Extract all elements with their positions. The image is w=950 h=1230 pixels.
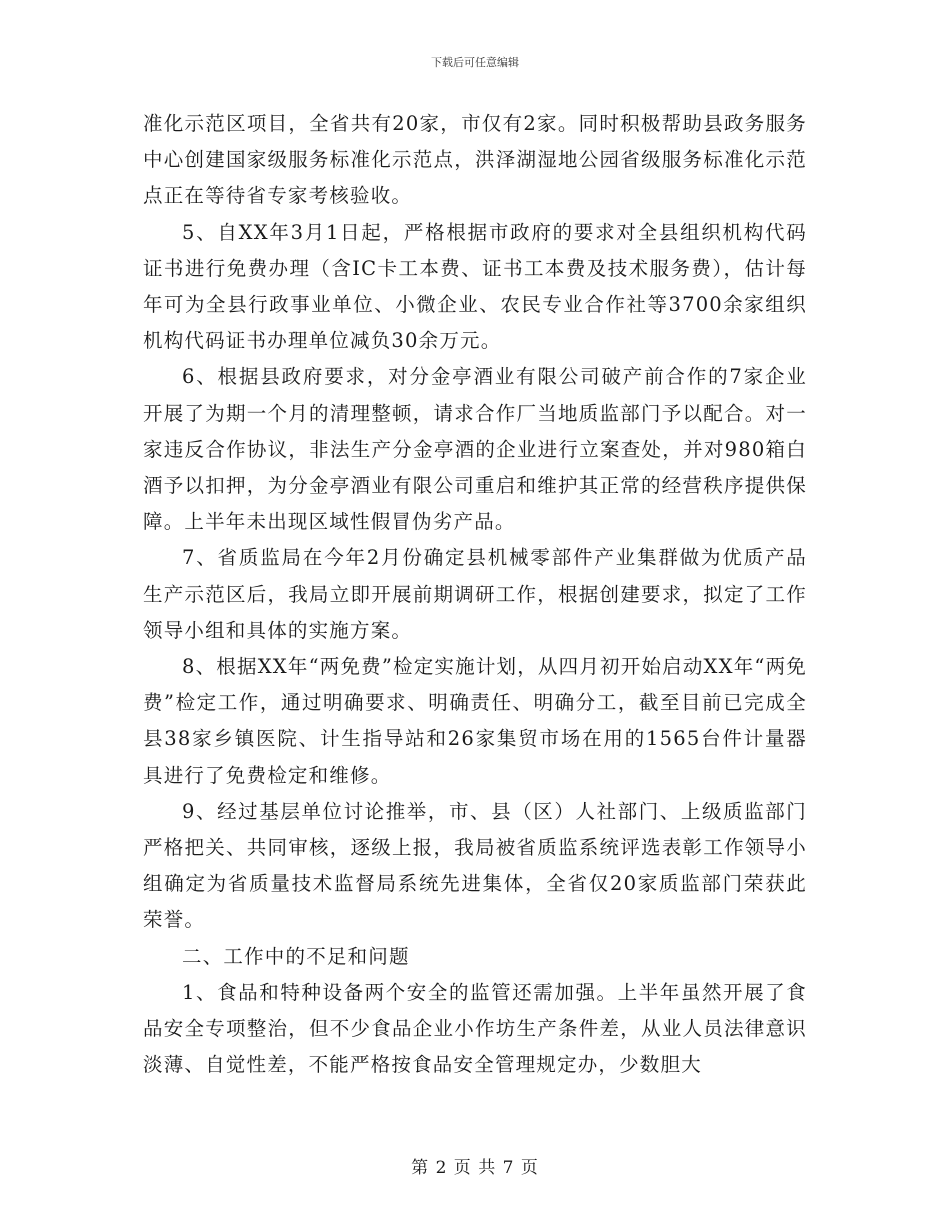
section-heading: 二、工作中的不足和问题 (182, 944, 410, 968)
header-note: 下载后可任意编辑 (431, 56, 519, 69)
footer-prefix: 第 (411, 1158, 430, 1178)
paragraph-item-7: 7、省质监局在今年2月份确定县机械零部件产业集群做为优质产品生产示范区后，我局立即开展前期调研工作，根据创建要求，拟定了工作领导小组和具体的实施方案。 (143, 546, 807, 642)
document-body (143, 106, 807, 1083)
paragraph-item-8: 8、根据XX年“两免费”检定实施计划，从四月初开始启动XX年“两免费”检定工作，通过明确要求、明确责任、明确分工，截至目前已完成全县38家乡镇医院、计生指导站和26家集贸市场在用的1565台件计量器具进行了免费检定和维修。 (143, 655, 807, 787)
paragraph-continued: 准化示范区项目，全省共有20家，市仅有2家。同时积极帮助县政务服务中心创建国家级服务标准化示范点，洪泽湖湿地公园省级服务标准化示范点正在等待省专家考核验收。 (143, 112, 807, 208)
footer-suffix: 页 (520, 1158, 539, 1178)
footer-middle: 页 共 (453, 1158, 497, 1178)
paragraph-item-6: 6、根据县政府要求，对分金亭酒业有限公司破产前合作的7家企业开展了为期一个月的清理整顿，请求合作厂当地质监部门予以配合。对一家违反合作协议，非法生产分金亭酒的企业进行立案查处，并对980箱白酒予以扣押，为分金亭酒业有限公司重启和维护其正常的经营秩序提供保障。上半年未出现区域性假冒伪劣产品。 (143, 365, 807, 534)
paragraph-item-9: 9、经过基层单位讨论推举，市、县（区）人社部门、上级质监部门严格把关、共同审核，逐级上报，我局被省质监系统评选表彰工作领导小组确定为省质量技术监督局系统先进集体，全省仅20家质监部门荣获此荣誉。 (143, 799, 807, 932)
total-pages-number: 7 (502, 1158, 515, 1178)
paragraph-item-5: 5、自XX年3月1日起，严格根据市政府的要求对全县组织机构代码证书进行免费办理（含IC卡工本费、证书工本费及技术服务费），估计每年可为全县行政事业单位、小微企业、农民专业合作社等3700余家组织机构代码证书办理单位减负30余万元。 (143, 220, 807, 353)
page-footer (0, 1153, 950, 1178)
paragraph-issue-1: 1、食品和特种设备两个安全的监管还需加强。上半年虽然开展了食品安全专项整治，但不少食品企业小作坊生产条件差，从业人员法律意识淡薄、自觉性差，不能严格按食品安全管理规定办，少数胆大 (143, 980, 807, 1077)
current-page-number: 2 (435, 1158, 448, 1178)
